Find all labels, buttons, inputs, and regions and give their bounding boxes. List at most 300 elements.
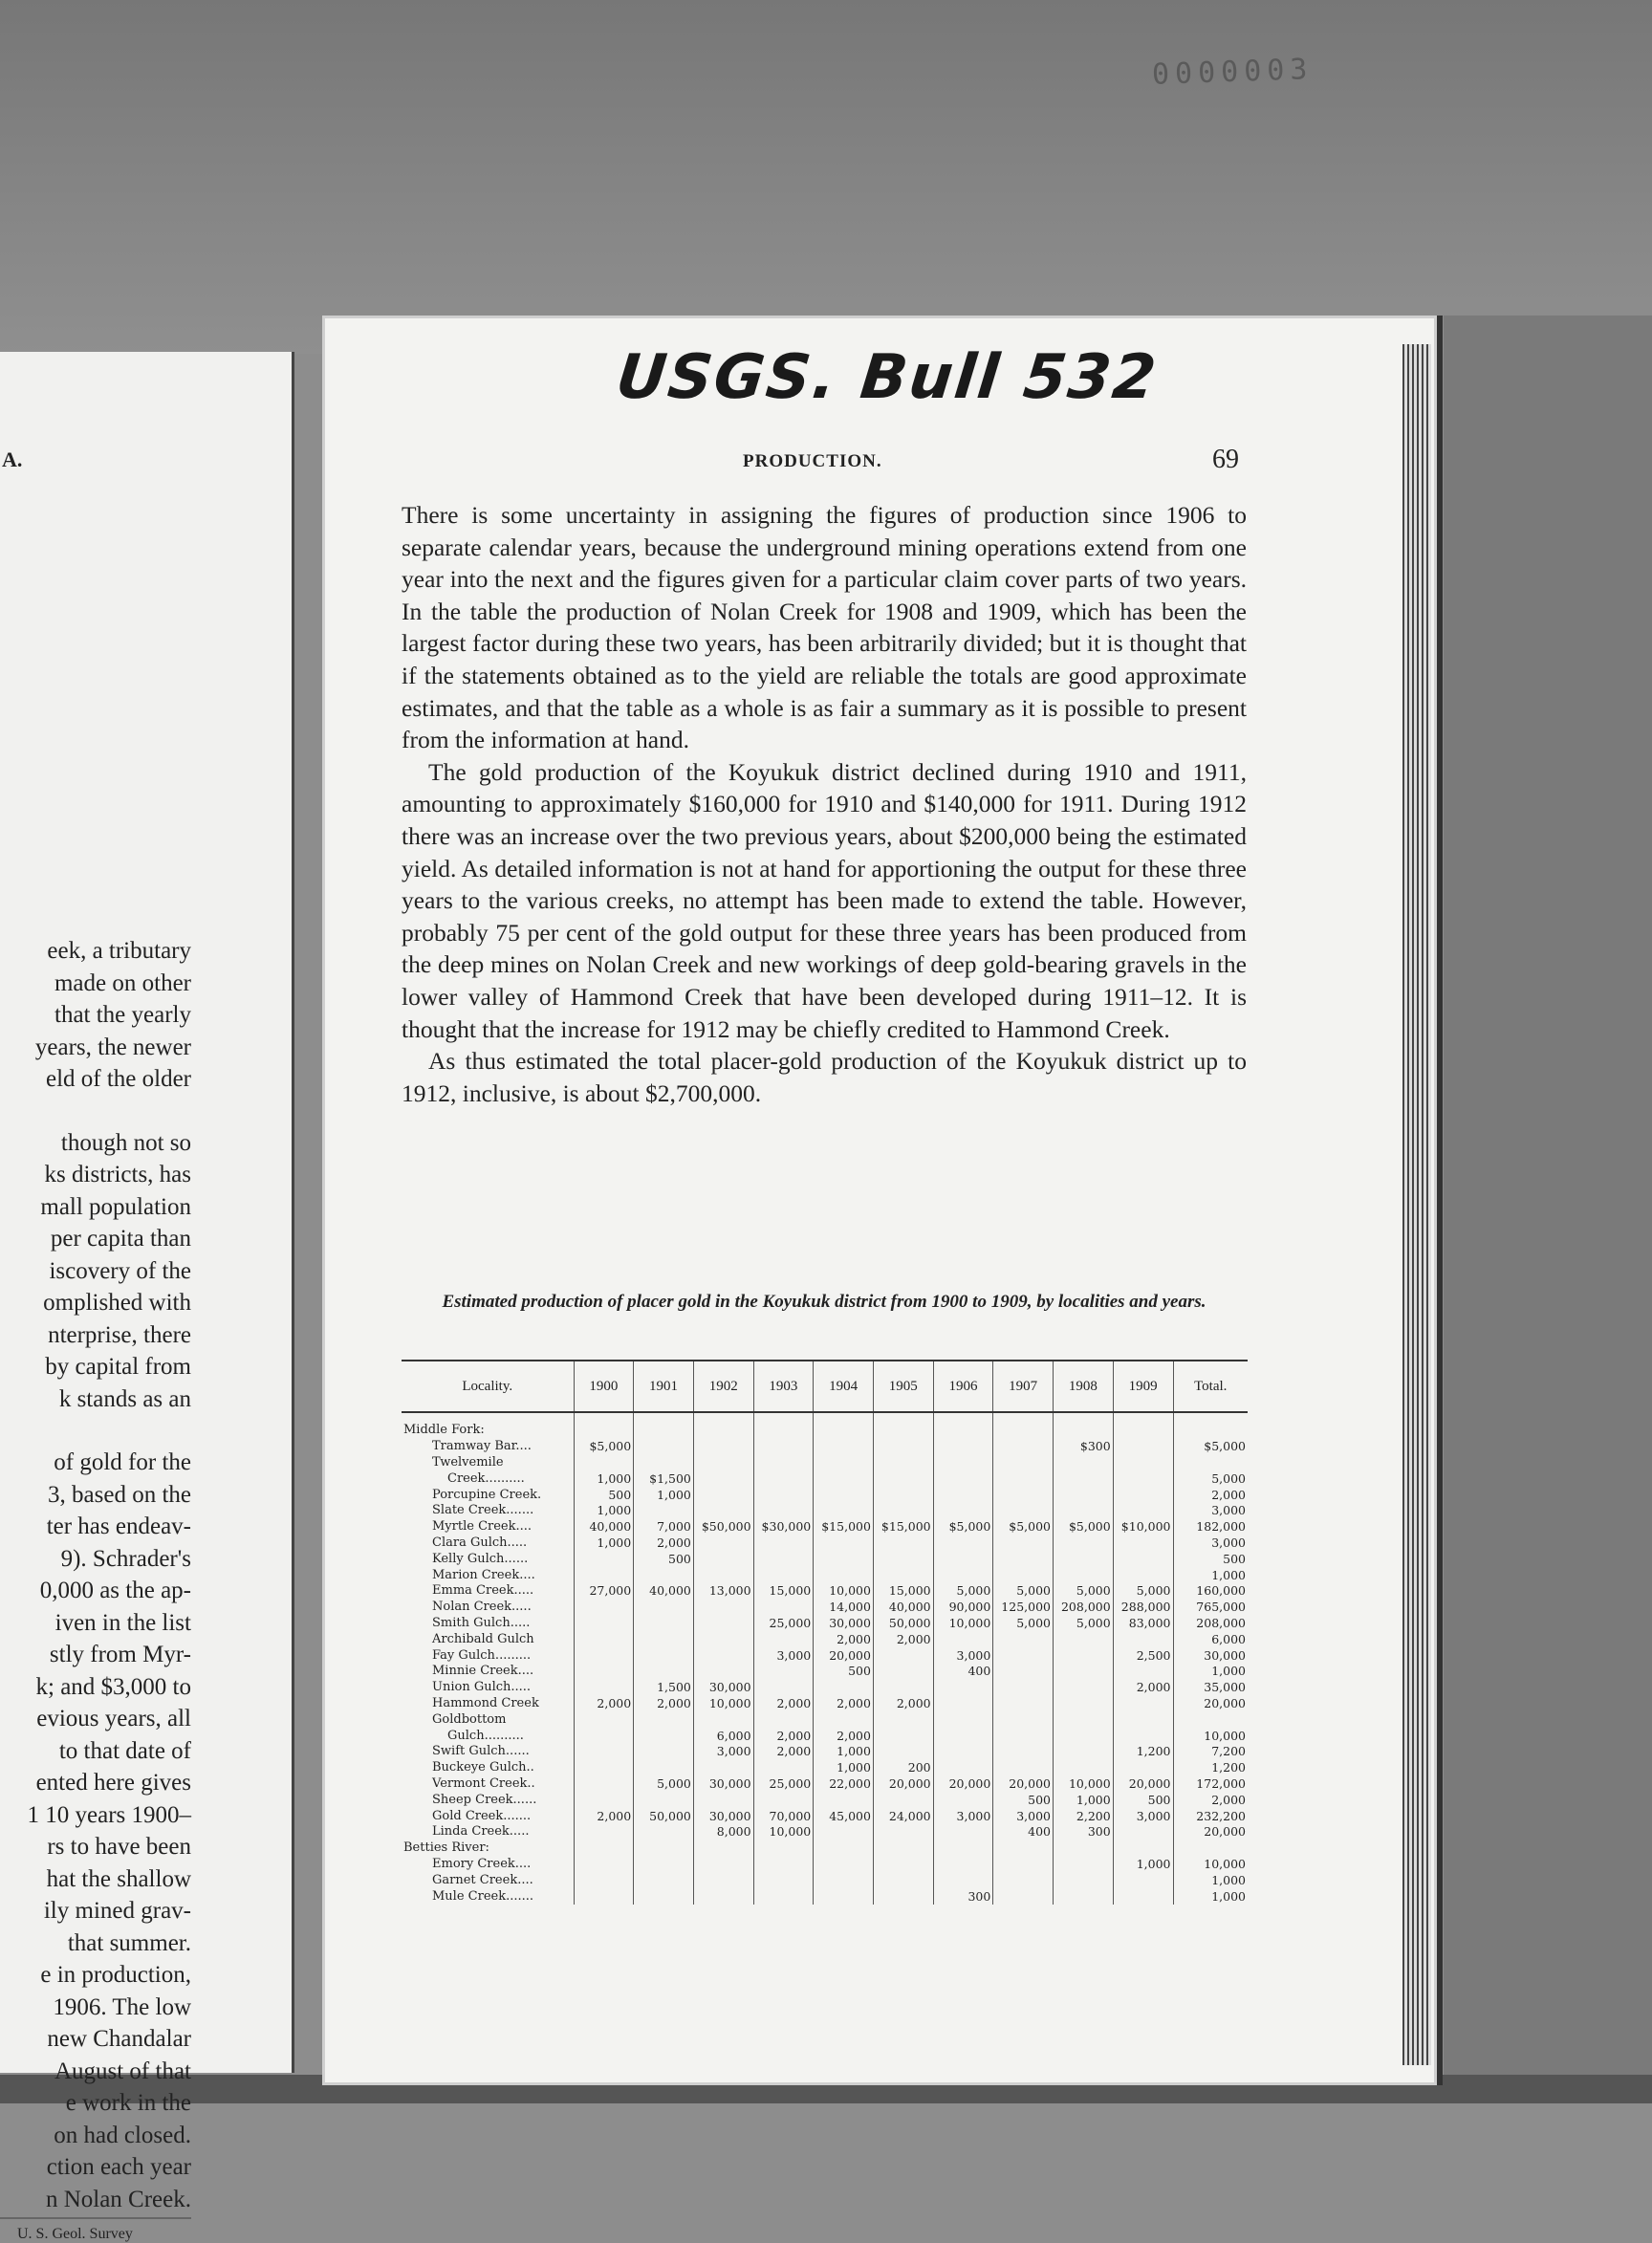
left-page-line: evious years, all	[36, 1706, 191, 1731]
locality-cell: Marion Creek....	[432, 1567, 535, 1582]
value-cell	[1054, 1664, 1114, 1680]
value-cell: $1,500	[634, 1470, 694, 1487]
value-cell	[933, 1744, 993, 1760]
value-cell	[693, 1664, 753, 1680]
value-cell: 90,000	[933, 1600, 993, 1616]
value-cell: 10,000	[693, 1696, 753, 1712]
table-row	[402, 1711, 1248, 1728]
value-cell	[993, 1872, 1054, 1888]
value-cell	[873, 1840, 933, 1857]
value-cell	[634, 1412, 694, 1439]
scanner-background-right	[1444, 316, 1652, 2103]
value-cell	[933, 1728, 993, 1744]
value-cell	[814, 1551, 874, 1567]
value-cell	[1113, 1535, 1173, 1552]
value-cell: 500	[993, 1792, 1054, 1808]
locality-cell: Archibald Gulch	[432, 1631, 534, 1646]
value-cell	[634, 1503, 694, 1519]
table-row	[402, 1616, 1248, 1632]
value-cell	[993, 1455, 1054, 1471]
value-cell: 1,000	[574, 1503, 634, 1519]
locality-cell: Smith Gulch.....	[432, 1615, 531, 1630]
table-row	[402, 1744, 1248, 1760]
value-cell	[1054, 1551, 1114, 1567]
value-cell: 40,000	[634, 1583, 694, 1600]
value-cell	[753, 1455, 814, 1471]
left-page-text	[0, 935, 191, 2215]
table-row	[402, 1600, 1248, 1616]
value-cell: $300	[1054, 1439, 1114, 1455]
value-cell	[993, 1728, 1054, 1744]
value-cell	[574, 1792, 634, 1808]
value-cell: 232,200	[1173, 1808, 1248, 1824]
value-cell: $15,000	[814, 1519, 874, 1535]
table-row	[402, 1664, 1248, 1680]
left-page-line: ction each year	[46, 2154, 191, 2180]
value-cell: $50,000	[693, 1519, 753, 1535]
left-page-line: mall population	[40, 1193, 191, 1220]
left-page-line: nterprise, there	[48, 1321, 191, 1348]
value-cell	[933, 1412, 993, 1439]
value-cell	[933, 1503, 993, 1519]
table-row	[402, 1455, 1248, 1471]
value-cell	[814, 1470, 874, 1487]
value-cell	[1173, 1840, 1248, 1857]
left-page-line: that summer.	[67, 1929, 191, 1956]
value-cell	[933, 1792, 993, 1808]
value-cell: 1,500	[634, 1680, 694, 1696]
value-cell: 1,200	[1173, 1760, 1248, 1776]
value-cell	[634, 1711, 694, 1728]
value-cell: 500	[1113, 1792, 1173, 1808]
locality-cell: Creek..........	[447, 1470, 525, 1486]
left-page-header: A.	[2, 447, 23, 471]
value-cell	[873, 1824, 933, 1840]
value-cell: 2,000	[873, 1631, 933, 1647]
value-cell	[814, 1680, 874, 1696]
value-cell: 288,000	[1113, 1600, 1173, 1616]
value-cell	[993, 1567, 1054, 1583]
left-page-line: hat the shallow	[46, 1865, 191, 1892]
value-cell	[753, 1792, 814, 1808]
value-cell	[1113, 1664, 1173, 1680]
value-cell: 300	[1054, 1824, 1114, 1840]
value-cell	[814, 1888, 874, 1905]
left-page	[0, 352, 294, 2242]
value-cell: 1,000	[1173, 1888, 1248, 1905]
value-cell: 20,000	[933, 1776, 993, 1793]
value-cell	[753, 1600, 814, 1616]
table-header-row	[402, 1361, 1248, 1412]
value-cell: 1,200	[1113, 1744, 1173, 1760]
value-cell	[993, 1439, 1054, 1455]
left-page-line: e work in the	[65, 2090, 191, 2116]
value-cell	[693, 1535, 753, 1552]
locality-cell: Slate Creek.......	[432, 1503, 534, 1518]
value-cell	[993, 1487, 1054, 1503]
table-caption: Estimated production of placer gold in the Koyukuk district from 1900 to 1909, by localities and years.	[442, 1292, 1206, 1312]
value-cell	[693, 1567, 753, 1583]
value-cell	[693, 1412, 753, 1439]
value-cell	[693, 1439, 753, 1455]
value-cell	[753, 1567, 814, 1583]
value-cell: 83,000	[1113, 1616, 1173, 1632]
value-cell	[814, 1455, 874, 1471]
value-cell	[1113, 1760, 1173, 1776]
left-page-line: 9). Schrader's	[60, 1545, 191, 1572]
value-cell	[574, 1744, 634, 1760]
value-cell	[634, 1792, 694, 1808]
value-cell	[1113, 1711, 1173, 1728]
value-cell	[634, 1888, 694, 1905]
value-cell	[993, 1696, 1054, 1712]
value-cell	[574, 1824, 634, 1840]
value-cell	[933, 1535, 993, 1552]
value-cell: 208,000	[1173, 1616, 1248, 1632]
paragraph-2: The gold production of the Koyukuk district declined during 1910 and 1911, amounting to approximately $160,000 for 1910 and $140,000 for 1911. During 1912 there was an increase over the two previous years, about $200,000 being the estimated yield. As detailed information is not at hand for apportioning the output for these three years to the various creeks, no attempt has been made to extend the table. However, probably 75 per cent of the gold output for these three years has been produced from the deep mines on Nolan Creek and new workings of deep gold-bearing gravels in the lower valley of Hammond Creek that have been developed during 1911–12. It is thought that the increase for 1912 may be chiefly credited to Hammond Creek.	[402, 757, 1247, 1043]
paragraph-3: As thus estimated the total placer-gold production of the Koyukuk district up to 1912, inclusive, is about $2,700,000.	[402, 1047, 1247, 1107]
value-cell	[753, 1840, 814, 1857]
value-cell: 30,000	[693, 1808, 753, 1824]
value-cell: 10,000	[933, 1616, 993, 1632]
value-cell	[574, 1857, 634, 1873]
value-cell	[753, 1872, 814, 1888]
value-cell	[933, 1857, 993, 1873]
value-cell: 182,000	[1173, 1519, 1248, 1535]
left-page-line: 3, based on the	[48, 1481, 191, 1508]
left-page-line: ter has endeav-	[46, 1513, 191, 1539]
value-cell: 30,000	[693, 1680, 753, 1696]
locality-cell: Vermont Creek..	[432, 1775, 535, 1791]
value-cell: 50,000	[873, 1616, 933, 1632]
table-row	[402, 1503, 1248, 1519]
value-cell: 1,000	[574, 1470, 634, 1487]
left-page-line: years, the newer	[34, 1034, 191, 1060]
locality-cell: Twelvemile	[432, 1454, 504, 1470]
header-locality: Locality.	[402, 1361, 574, 1412]
value-cell	[1054, 1680, 1114, 1696]
left-page-line: 1 10 years 1900–	[27, 1801, 191, 1828]
value-cell	[574, 1631, 634, 1647]
value-cell: 5,000	[1054, 1583, 1114, 1600]
header-col: 1906	[933, 1361, 993, 1412]
value-cell: $5,000	[1054, 1519, 1114, 1535]
value-cell	[933, 1696, 993, 1712]
locality-cell: Garnet Creek....	[432, 1872, 533, 1887]
value-cell	[993, 1551, 1054, 1567]
value-cell: 2,000	[634, 1535, 694, 1552]
value-cell: 2,500	[1113, 1647, 1173, 1664]
value-cell: 3,000	[1173, 1503, 1248, 1519]
left-page-line: per capita than	[50, 1226, 191, 1252]
value-cell	[1054, 1631, 1114, 1647]
value-cell	[814, 1487, 874, 1503]
value-cell	[933, 1631, 993, 1647]
value-cell	[693, 1872, 753, 1888]
value-cell	[873, 1711, 933, 1728]
locality-cell: Gulch..........	[447, 1728, 524, 1743]
header-col: 1907	[993, 1361, 1054, 1412]
value-cell	[933, 1680, 993, 1696]
value-cell	[1054, 1728, 1114, 1744]
table-row	[402, 1888, 1248, 1905]
value-cell	[814, 1535, 874, 1552]
value-cell: 6,000	[1173, 1631, 1248, 1647]
value-cell: 20,000	[873, 1776, 933, 1793]
value-cell	[693, 1647, 753, 1664]
left-page-line: stly from Myr-	[49, 1642, 191, 1667]
value-cell	[753, 1857, 814, 1873]
value-cell: 1,000	[1113, 1857, 1173, 1873]
value-cell	[634, 1728, 694, 1744]
locality-cell: Tramway Bar....	[432, 1439, 532, 1454]
value-cell	[634, 1455, 694, 1471]
header-col: 1909	[1113, 1361, 1173, 1412]
value-cell	[993, 1503, 1054, 1519]
left-page-line: e in production,	[40, 1962, 191, 1988]
left-page-line: that the yearly	[54, 1002, 191, 1028]
value-cell: 5,000	[993, 1616, 1054, 1632]
value-cell	[634, 1647, 694, 1664]
value-cell: 1,000	[1173, 1567, 1248, 1583]
value-cell: 2,000	[574, 1696, 634, 1712]
value-cell: 7,200	[1173, 1744, 1248, 1760]
value-cell: 125,000	[993, 1600, 1054, 1616]
value-cell: 2,000	[753, 1696, 814, 1712]
value-cell: 25,000	[753, 1776, 814, 1793]
value-cell	[993, 1631, 1054, 1647]
value-cell	[574, 1551, 634, 1567]
value-cell	[753, 1664, 814, 1680]
value-cell: 500	[634, 1551, 694, 1567]
locality-cell: Myrtle Creek....	[432, 1519, 533, 1535]
value-cell	[634, 1616, 694, 1632]
value-cell	[574, 1760, 634, 1776]
value-cell: 7,000	[634, 1519, 694, 1535]
table-row	[402, 1567, 1248, 1583]
page-number: 69	[1212, 445, 1239, 474]
value-cell	[753, 1760, 814, 1776]
value-cell	[574, 1567, 634, 1583]
value-cell	[693, 1857, 753, 1873]
value-cell	[634, 1744, 694, 1760]
value-cell	[574, 1647, 634, 1664]
value-cell: 5,000	[634, 1776, 694, 1793]
value-cell	[1054, 1503, 1114, 1519]
value-cell	[634, 1664, 694, 1680]
value-cell	[1113, 1551, 1173, 1567]
value-cell	[993, 1857, 1054, 1873]
value-cell	[993, 1840, 1054, 1857]
value-cell	[574, 1888, 634, 1905]
left-page-line: n Nolan Creek.	[45, 2186, 191, 2212]
locality-cell: Betties River:	[403, 1840, 489, 1856]
value-cell: $5,000	[1173, 1439, 1248, 1455]
left-page-line: rs to have been	[47, 1834, 191, 1860]
value-cell: 3,000	[993, 1808, 1054, 1824]
left-page-line: August of that	[54, 2058, 191, 2084]
value-cell	[753, 1439, 814, 1455]
value-cell: 5,000	[933, 1583, 993, 1600]
value-cell: 2,000	[814, 1696, 874, 1712]
table-row	[402, 1583, 1248, 1600]
value-cell: 30,000	[693, 1776, 753, 1793]
value-cell	[753, 1551, 814, 1567]
value-cell: 15,000	[753, 1583, 814, 1600]
value-cell	[993, 1470, 1054, 1487]
value-cell: 70,000	[753, 1808, 814, 1824]
value-cell	[1054, 1487, 1114, 1503]
locality-cell: Middle Fork:	[403, 1423, 485, 1438]
value-cell	[873, 1888, 933, 1905]
value-cell	[1054, 1872, 1114, 1888]
value-cell: 5,000	[1113, 1583, 1173, 1600]
locality-cell: Emory Creek....	[432, 1856, 532, 1871]
value-cell	[1113, 1567, 1173, 1583]
value-cell	[753, 1631, 814, 1647]
value-cell	[1113, 1470, 1173, 1487]
value-cell	[634, 1439, 694, 1455]
handwritten-annotation: USGS. Bull 532	[613, 342, 1162, 413]
locality-cell: Clara Gulch.....	[432, 1535, 528, 1550]
value-cell	[574, 1776, 634, 1793]
table-row	[402, 1776, 1248, 1793]
table-row	[402, 1412, 1248, 1439]
value-cell	[933, 1824, 993, 1840]
value-cell: 1,000	[814, 1760, 874, 1776]
value-cell	[1113, 1631, 1173, 1647]
value-cell	[873, 1535, 933, 1552]
value-cell: 2,000	[753, 1728, 814, 1744]
value-cell: 20,000	[814, 1647, 874, 1664]
paragraph-gap	[0, 1415, 191, 1447]
value-cell: 3,000	[693, 1744, 753, 1760]
value-cell: 24,000	[873, 1808, 933, 1824]
value-cell	[1173, 1455, 1248, 1471]
value-cell	[574, 1840, 634, 1857]
value-cell: 1,000	[814, 1744, 874, 1760]
value-cell	[1113, 1696, 1173, 1712]
value-cell	[693, 1631, 753, 1647]
left-page-line: 0,000 as the ap-	[39, 1578, 191, 1603]
value-cell	[1113, 1503, 1173, 1519]
value-cell: 1,000	[1173, 1872, 1248, 1888]
locality-cell: Swift Gulch......	[432, 1744, 530, 1759]
value-cell: 1,000	[634, 1487, 694, 1503]
value-cell	[933, 1840, 993, 1857]
value-cell	[693, 1600, 753, 1616]
table-row	[402, 1647, 1248, 1664]
body-text	[402, 499, 1247, 1109]
value-cell	[1054, 1696, 1114, 1712]
value-cell	[574, 1711, 634, 1728]
value-cell: 10,000	[1054, 1776, 1114, 1793]
value-cell: 200	[873, 1760, 933, 1776]
value-cell: 6,000	[693, 1728, 753, 1744]
value-cell	[873, 1857, 933, 1873]
value-cell: 500	[1173, 1551, 1248, 1567]
value-cell	[634, 1760, 694, 1776]
value-cell	[873, 1412, 933, 1439]
left-page-line: k; and $3,000 to	[35, 1673, 191, 1700]
value-cell	[753, 1470, 814, 1487]
value-cell	[1113, 1412, 1173, 1439]
book-page-edges	[1402, 344, 1431, 2065]
locality-cell: Minnie Creek....	[432, 1664, 534, 1679]
value-cell	[1054, 1535, 1114, 1552]
value-cell	[873, 1455, 933, 1471]
table-row	[402, 1857, 1248, 1873]
table-row	[402, 1487, 1248, 1503]
value-cell	[933, 1551, 993, 1567]
value-cell: 5,000	[1173, 1470, 1248, 1487]
value-cell	[814, 1711, 874, 1728]
value-cell: 2,000	[1173, 1792, 1248, 1808]
locality-cell: Kelly Gulch......	[432, 1551, 529, 1566]
header-col: Total.	[1173, 1361, 1248, 1412]
value-cell	[814, 1503, 874, 1519]
value-cell	[1113, 1872, 1173, 1888]
value-cell: 2,000	[634, 1696, 694, 1712]
value-cell	[873, 1872, 933, 1888]
table-body	[402, 1412, 1248, 1905]
value-cell	[693, 1760, 753, 1776]
table-row	[402, 1872, 1248, 1888]
value-cell: 10,000	[1173, 1728, 1248, 1744]
value-cell	[1054, 1567, 1114, 1583]
header-col: 1905	[873, 1361, 933, 1412]
value-cell	[634, 1840, 694, 1857]
value-cell	[1054, 1455, 1114, 1471]
value-cell	[1054, 1647, 1114, 1664]
value-cell: 10,000	[753, 1824, 814, 1840]
value-cell: 20,000	[1113, 1776, 1173, 1793]
value-cell: 13,000	[693, 1583, 753, 1600]
value-cell	[693, 1455, 753, 1471]
value-cell	[873, 1470, 933, 1487]
value-cell: 35,000	[1173, 1680, 1248, 1696]
value-cell: 3,000	[753, 1647, 814, 1664]
value-cell: 2,000	[1113, 1680, 1173, 1696]
left-page-line: iven in the list	[54, 1609, 191, 1636]
paragraph-gap	[0, 1096, 191, 1127]
value-cell	[1173, 1412, 1248, 1439]
value-cell	[753, 1412, 814, 1439]
value-cell	[574, 1728, 634, 1744]
value-cell: 8,000	[693, 1824, 753, 1840]
value-cell: 30,000	[1173, 1647, 1248, 1664]
value-cell	[814, 1840, 874, 1857]
value-cell	[873, 1647, 933, 1664]
value-cell: 172,000	[1173, 1776, 1248, 1793]
value-cell: 20,000	[993, 1776, 1054, 1793]
value-cell: 2,000	[1173, 1487, 1248, 1503]
value-cell: 300	[933, 1888, 993, 1905]
locality-cell: Union Gulch.....	[432, 1680, 532, 1695]
table-row	[402, 1519, 1248, 1535]
value-cell: 5,000	[993, 1583, 1054, 1600]
value-cell	[1054, 1470, 1114, 1487]
value-cell	[993, 1412, 1054, 1439]
value-cell: 160,000	[1173, 1583, 1248, 1600]
value-cell	[873, 1503, 933, 1519]
header-col: 1904	[814, 1361, 874, 1412]
locality-cell: Nolan Creek.....	[432, 1600, 532, 1615]
value-cell: 400	[993, 1824, 1054, 1840]
value-cell	[993, 1647, 1054, 1664]
value-cell: 2,000	[574, 1808, 634, 1824]
value-cell	[873, 1728, 933, 1744]
